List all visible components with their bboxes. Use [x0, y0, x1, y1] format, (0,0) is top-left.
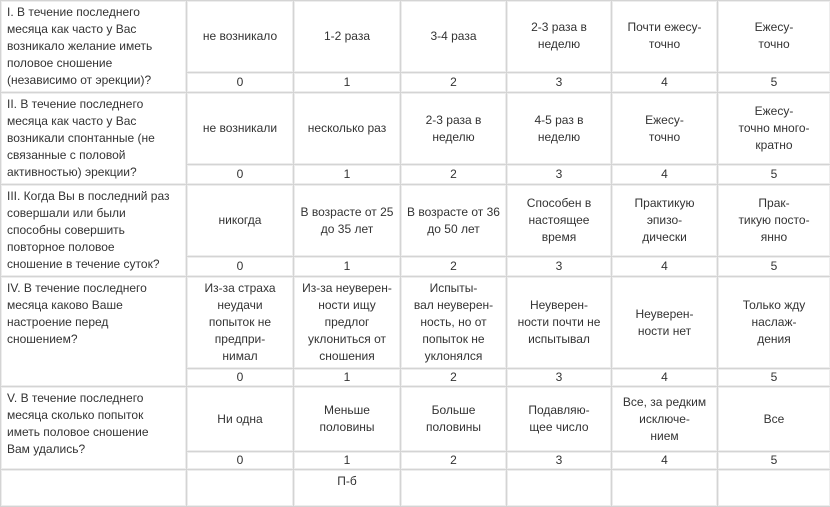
question-line: IV. В течение последнего	[7, 280, 181, 297]
answer-line: тикую посто-	[722, 212, 826, 229]
answer-option	[718, 277, 830, 369]
answer-option	[507, 185, 612, 257]
score-cell: 5	[718, 452, 830, 470]
answer-option	[187, 93, 294, 165]
question-line: (независимо от эрекции)?	[7, 72, 181, 89]
score-cell: 0	[187, 257, 294, 277]
answer-option	[612, 387, 718, 452]
questionnaire-body	[1, 1, 830, 507]
answer-line: до 50 лет	[405, 221, 502, 238]
answer-line: 2-3 раза в	[511, 19, 607, 36]
answer-line: дения	[722, 331, 826, 348]
question-line: Вам удались?	[7, 441, 181, 458]
answer-line: янно	[722, 229, 826, 246]
answer-line: исключе-	[616, 411, 713, 428]
answer-line: 2-3 раза в	[405, 112, 502, 129]
answer-line: нием	[616, 428, 713, 445]
answer-line: Практикую	[616, 195, 713, 212]
answer-line: никогда	[191, 212, 289, 229]
question-row	[1, 93, 830, 165]
score-cell: 5	[718, 257, 830, 277]
answer-line: неудачи	[191, 297, 289, 314]
answer-option	[507, 93, 612, 165]
score-cell: 2	[401, 452, 507, 470]
question-line: способны совершить	[7, 222, 181, 239]
question-text	[1, 185, 187, 277]
answer-line: Неуверен-	[511, 297, 607, 314]
answer-option	[401, 1, 507, 73]
score-cell: 2	[401, 72, 507, 92]
question-text	[1, 93, 187, 185]
answer-line: 1-2 раза	[298, 28, 396, 45]
score-cell: 4	[612, 257, 718, 277]
answer-option	[401, 93, 507, 165]
answer-line: Прак-	[722, 195, 826, 212]
answer-line: до 35 лет	[298, 221, 396, 238]
answer-line: Ни одна	[191, 411, 289, 428]
answer-option	[187, 185, 294, 257]
answer-line: щее число	[511, 419, 607, 436]
question-line: месяца сколько попыток	[7, 407, 181, 424]
answer-line: вал неуверен-	[405, 297, 502, 314]
answer-option	[507, 387, 612, 452]
answer-line: 3-4 раза	[405, 28, 502, 45]
answer-line: кратно	[722, 137, 826, 154]
answer-line: эпизо-	[616, 212, 713, 229]
answer-option	[294, 387, 401, 452]
question-row	[1, 185, 830, 257]
question-line: совершали или были	[7, 205, 181, 222]
answer-option	[401, 277, 507, 369]
score-cell: 3	[507, 369, 612, 387]
score-cell: 3	[507, 72, 612, 92]
score-cell: 0	[187, 369, 294, 387]
score-cell: 2	[401, 165, 507, 185]
answer-line: В возрасте от 36	[405, 204, 502, 221]
score-cell: 4	[612, 72, 718, 92]
answer-line: Только жду	[722, 297, 826, 314]
score-cell: 0	[187, 452, 294, 470]
answer-option	[187, 277, 294, 369]
answer-line: не возникало	[191, 28, 289, 45]
answer-line: Подавляю-	[511, 402, 607, 419]
score-cell: 5	[718, 369, 830, 387]
answer-option: П-б	[294, 470, 401, 507]
score-cell: 1	[294, 72, 401, 92]
answer-line: уклонялся	[405, 348, 502, 365]
answer-option	[401, 185, 507, 257]
answer-line: уклониться от	[298, 331, 396, 348]
answer-line: половины	[298, 419, 396, 436]
answer-line: ности ищу	[298, 297, 396, 314]
answer-option	[187, 387, 294, 452]
answer-line: неделю	[511, 36, 607, 53]
answer-option	[187, 1, 294, 73]
answer-option	[187, 470, 294, 507]
answer-line: Ежесу-	[616, 112, 713, 129]
answer-option	[507, 470, 612, 507]
question-line: V. В течение последнего	[7, 390, 181, 407]
score-cell: 2	[401, 257, 507, 277]
answer-line: Испыты-	[405, 280, 502, 297]
question-line: месяца как часто у Вас	[7, 113, 181, 130]
score-cell: 1	[294, 257, 401, 277]
answer-option	[401, 387, 507, 452]
answer-option	[718, 387, 830, 452]
question-line: возникали спонтанные (не	[7, 130, 181, 147]
answer-option	[718, 93, 830, 165]
answer-option	[507, 277, 612, 369]
question-line: иметь половое сношение	[7, 424, 181, 441]
score-cell: 1	[294, 452, 401, 470]
answer-line: предлог	[298, 314, 396, 331]
answer-option	[507, 1, 612, 73]
score-cell: 4	[612, 452, 718, 470]
score-cell: 0	[187, 165, 294, 185]
answer-line: Ежесу-	[722, 103, 826, 120]
answer-line: Ежесу-	[722, 19, 826, 36]
answer-line: половины	[405, 419, 502, 436]
question-line: активностью) эрекции?	[7, 164, 181, 181]
score-cell: 4	[612, 165, 718, 185]
answer-line: не возникали	[191, 120, 289, 137]
question-line: связанные с половой	[7, 147, 181, 164]
answer-line: наслаж-	[722, 314, 826, 331]
answer-option	[612, 470, 718, 507]
answer-option	[612, 93, 718, 165]
answer-line: Больше	[405, 402, 502, 419]
answer-line: настоящее	[511, 212, 607, 229]
question-line: III. Когда Вы в последний раз	[7, 188, 181, 205]
question-line: сношением?	[7, 331, 181, 348]
answer-option	[401, 470, 507, 507]
question-line: настроение перед	[7, 314, 181, 331]
question-line: месяца каково Ваше	[7, 297, 181, 314]
answer-line: нимал	[191, 348, 289, 365]
answer-line: ности почти не	[511, 314, 607, 331]
answer-option	[294, 93, 401, 165]
question-text	[1, 1, 187, 93]
score-cell: 5	[718, 72, 830, 92]
answer-line: испытывал	[511, 331, 607, 348]
score-cell: 0	[187, 72, 294, 92]
score-cell: 4	[612, 369, 718, 387]
answer-line: ность, но от	[405, 314, 502, 331]
score-cell: 3	[507, 257, 612, 277]
question-row	[1, 387, 830, 452]
answer-option	[612, 1, 718, 73]
answer-line: Почти ежесу-	[616, 19, 713, 36]
score-cell: 2	[401, 369, 507, 387]
answer-line: ности нет	[616, 323, 713, 340]
answer-line: точно	[616, 129, 713, 146]
score-cell: 1	[294, 165, 401, 185]
question-text	[1, 277, 187, 387]
answer-option	[612, 277, 718, 369]
answer-option	[718, 470, 830, 507]
answer-line: 4-5 раз в	[511, 112, 607, 129]
partial-row	[1, 470, 830, 507]
answer-line: время	[511, 229, 607, 246]
answer-line: попыток не	[405, 331, 502, 348]
question-row	[1, 277, 830, 369]
question-line: возникало желание иметь	[7, 38, 181, 55]
question-line: месяца как часто у Вас	[7, 21, 181, 38]
answer-line: точно	[616, 36, 713, 53]
score-cell: 5	[718, 165, 830, 185]
question-line: половое сношение	[7, 55, 181, 72]
answer-line: Из-за неуверен-	[298, 280, 396, 297]
answer-line: В возрасте от 25	[298, 204, 396, 221]
question-line: I. В течение последнего	[7, 4, 181, 21]
question-row	[1, 1, 830, 73]
answer-line: сношения	[298, 348, 396, 365]
question-line: повторное половое	[7, 239, 181, 256]
answer-option	[294, 1, 401, 73]
answer-line: несколько раз	[298, 120, 396, 137]
question-text	[1, 470, 187, 507]
answer-line: попыток не	[191, 314, 289, 331]
answer-line: Все	[722, 411, 826, 428]
answer-line: точно много-	[722, 120, 826, 137]
question-line: II. В течение последнего	[7, 96, 181, 113]
score-cell: 3	[507, 165, 612, 185]
answer-line: Из-за страха	[191, 280, 289, 297]
answer-line: дически	[616, 229, 713, 246]
answer-option	[718, 1, 830, 73]
answer-line: неделю	[511, 129, 607, 146]
answer-line: Неуверен-	[616, 306, 713, 323]
answer-line: Способен в	[511, 195, 607, 212]
answer-line: предпри-	[191, 331, 289, 348]
answer-line: Все, за редким	[616, 394, 713, 411]
answer-option	[612, 185, 718, 257]
answer-option	[294, 277, 401, 369]
answer-line: неделю	[405, 129, 502, 146]
answer-option	[718, 185, 830, 257]
score-cell: 1	[294, 369, 401, 387]
answer-line: точно	[722, 36, 826, 53]
answer-line: Меньше	[298, 402, 396, 419]
question-line: сношение в течение суток?	[7, 256, 181, 273]
question-text	[1, 387, 187, 470]
answer-option	[294, 185, 401, 257]
score-cell: 3	[507, 452, 612, 470]
